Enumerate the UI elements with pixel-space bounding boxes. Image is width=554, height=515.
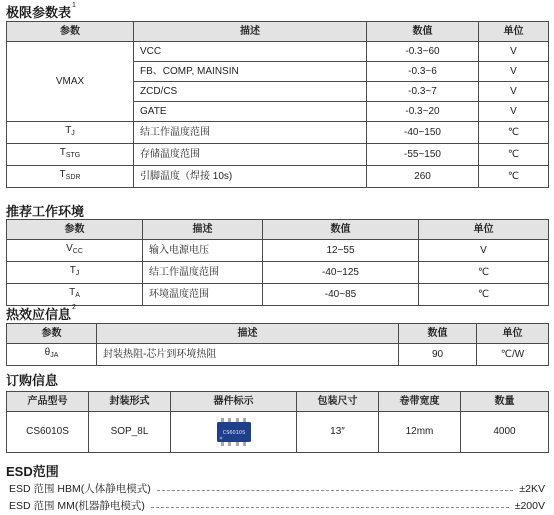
header-marking: 器件标示 xyxy=(171,392,297,412)
cell-tape: 12mm xyxy=(379,412,461,453)
header-package: 封装形式 xyxy=(89,392,171,412)
cell-value: 12~55 xyxy=(263,240,419,262)
recommended-table xyxy=(6,219,549,306)
table-row xyxy=(7,240,549,262)
table-row xyxy=(7,344,549,366)
cell-value: -40~125 xyxy=(263,262,419,284)
thermal-title: 热效应信息$^2$ xyxy=(6,304,76,322)
header-model: 产品型号 xyxy=(7,392,89,412)
cell-desc: 结工作温度范围 xyxy=(134,122,367,144)
header-qty: 数量 xyxy=(461,392,549,412)
esd-title: ESD范围 xyxy=(6,464,59,479)
cell-qty: 4000 xyxy=(461,412,549,453)
cell-desc: ZCD/CS xyxy=(134,82,367,102)
cell-desc: FB、COMP, MAINSIN xyxy=(134,62,367,82)
header-param: 参数 xyxy=(7,220,143,240)
table-header-row xyxy=(7,22,549,42)
table-row xyxy=(7,166,549,188)
header-unit: 单位 xyxy=(419,220,549,240)
cell-desc: VCC xyxy=(134,42,367,62)
cell-desc: GATE xyxy=(134,102,367,122)
table-header-row xyxy=(7,392,549,412)
cell-marking xyxy=(171,412,297,453)
chip-marking: CS6010S xyxy=(222,430,245,436)
cell-value: -0.3~7 xyxy=(367,82,479,102)
chip-image xyxy=(177,418,290,446)
cell-unit: ℃ xyxy=(479,166,549,188)
vmax-param: VMAX xyxy=(7,42,134,122)
cell-value: -0.3~20 xyxy=(367,102,479,122)
leader-dots xyxy=(157,490,514,491)
header-param: 参数 xyxy=(7,324,97,344)
abs-max-table xyxy=(6,21,549,188)
esd-hbm-label: ESD 范围 HBM(人体静电模式) xyxy=(9,483,151,495)
cell-param: $\theta_{JA}$ xyxy=(7,344,97,366)
ordering-title: 订购信息 xyxy=(6,373,59,388)
header-value: 数值 xyxy=(399,324,477,344)
cell-param: $T_J$ xyxy=(7,262,143,284)
esd-mm-line xyxy=(9,498,545,513)
cell-desc: 引脚温度（焊接 10s) xyxy=(134,166,367,188)
header-unit: 单位 xyxy=(479,22,549,42)
ordering-table xyxy=(6,391,549,453)
header-tape: 卷带宽度 xyxy=(379,392,461,412)
cell-value: -55~150 xyxy=(367,144,479,166)
cell-unit: ℃ xyxy=(479,122,549,144)
cell-unit: V xyxy=(479,62,549,82)
cell-param: $V_{CC}$ xyxy=(7,240,143,262)
esd-hbm-line xyxy=(9,481,545,496)
cell-param: $T_{SDR}$ xyxy=(7,166,134,188)
table-row xyxy=(7,144,549,166)
cell-desc: 结工作温度范围 xyxy=(143,262,263,284)
cell-value: 90 xyxy=(399,344,477,366)
cell-desc: 存储温度范围 xyxy=(134,144,367,166)
header-desc: 描述 xyxy=(143,220,263,240)
cell-package: SOP_8L xyxy=(89,412,171,453)
cell-param: $T_A$ xyxy=(7,284,143,306)
cell-desc: 环境温度范围 xyxy=(143,284,263,306)
thermal-table xyxy=(6,323,549,366)
abs-max-title: 极限参数表$^1$ xyxy=(6,2,76,20)
cell-unit: ℃ xyxy=(419,262,549,284)
table-row xyxy=(7,412,549,453)
esd-hbm-value: ±2KV xyxy=(519,482,545,495)
cell-reel: 13″ xyxy=(297,412,379,453)
cell-unit: ℃ xyxy=(419,284,549,306)
cell-desc: 输入电源电压 xyxy=(143,240,263,262)
cell-param: $T_{STG}$ xyxy=(7,144,134,166)
esd-mm-label: ESD 范围 MM(机器静电模式) xyxy=(9,500,145,512)
cell-value: -0.3~60 xyxy=(367,42,479,62)
table-header-row xyxy=(7,220,549,240)
cell-value: -40~85 xyxy=(263,284,419,306)
recommended-title: 推荐工作环境 xyxy=(6,204,85,219)
header-param: 参数 xyxy=(7,22,134,42)
cell-unit: V xyxy=(479,82,549,102)
cell-model: CS6010S xyxy=(7,412,89,453)
header-desc: 描述 xyxy=(97,324,399,344)
cell-value: -0.3~6 xyxy=(367,62,479,82)
esd-mm-value: ±200V xyxy=(514,499,545,512)
cell-unit: V xyxy=(479,42,549,62)
table-header-row xyxy=(7,324,549,344)
cell-unit: V xyxy=(479,102,549,122)
cell-value: 260 xyxy=(367,166,479,188)
table-row xyxy=(7,42,549,62)
cell-value: -40~150 xyxy=(367,122,479,144)
cell-desc: 封装热阻-芯片到环境热阻 xyxy=(97,344,399,366)
cell-unit: V xyxy=(419,240,549,262)
cell-unit: ℃ xyxy=(479,144,549,166)
header-unit: 单位 xyxy=(477,324,549,344)
leader-dots xyxy=(151,507,509,508)
table-row xyxy=(7,262,549,284)
header-reel: 包装尺寸 xyxy=(297,392,379,412)
chip-icon xyxy=(215,418,253,446)
header-desc: 描述 xyxy=(134,22,367,42)
table-row xyxy=(7,122,549,144)
table-row xyxy=(7,284,549,306)
cell-unit: ℃/W xyxy=(477,344,549,366)
cell-param: $T_J$ xyxy=(7,122,134,144)
header-value: 数值 xyxy=(367,22,479,42)
header-value: 数值 xyxy=(263,220,419,240)
